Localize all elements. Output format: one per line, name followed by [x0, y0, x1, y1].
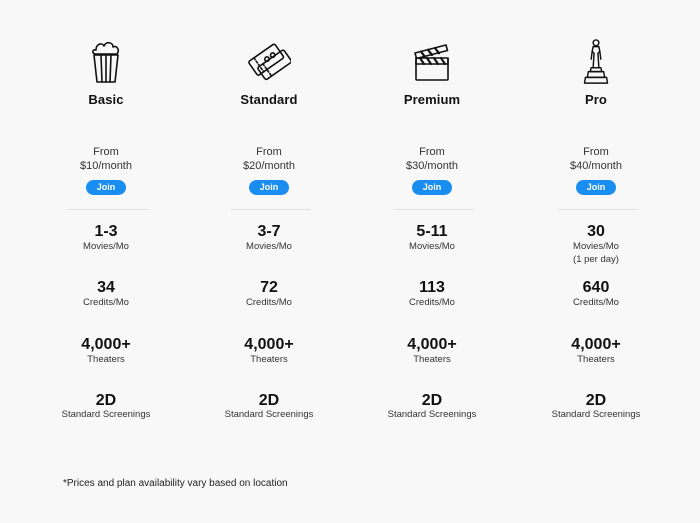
clapperboard-icon — [410, 38, 454, 86]
plan-price: $20/month — [243, 160, 295, 172]
price-prefix: From — [93, 146, 119, 158]
theaters-value: 4,000+ — [81, 336, 131, 353]
plan-name: Pro — [585, 92, 607, 107]
tickets-icon — [247, 38, 291, 86]
theaters-label: Theaters — [413, 354, 451, 365]
price-prefix: From — [256, 146, 282, 158]
join-button-basic[interactable]: Join — [86, 180, 126, 195]
plan-name: Standard — [240, 92, 298, 107]
format-value: 2D — [421, 392, 443, 409]
plan-column-standard — [199, 0, 339, 470]
format-value: 2D — [585, 392, 607, 409]
theaters-label: Theaters — [87, 354, 125, 365]
format-label: Standard Screenings — [551, 409, 641, 420]
theaters-label: Theaters — [577, 354, 615, 365]
movies-label: Movies/Mo — [573, 241, 619, 252]
format-value: 2D — [95, 392, 117, 409]
movies-value: 30 — [587, 223, 605, 240]
theaters-value: 4,000+ — [407, 336, 457, 353]
movies-value: 3-7 — [257, 223, 281, 240]
trophy-statue-icon — [574, 38, 618, 86]
popcorn-icon — [84, 38, 128, 86]
format-label: Standard Screenings — [224, 409, 314, 420]
price-prefix: From — [419, 146, 445, 158]
join-button-standard[interactable]: Join — [249, 180, 289, 195]
join-button-premium[interactable]: Join — [412, 180, 452, 195]
movies-value: 1-3 — [94, 223, 118, 240]
credits-value: 34 — [97, 279, 115, 296]
format-label: Standard Screenings — [387, 409, 477, 420]
movies-label: Movies/Mo — [246, 241, 292, 252]
footnote: *Prices and plan availability vary based on location — [63, 478, 288, 489]
divider — [394, 209, 474, 210]
credits-label: Credits/Mo — [83, 297, 129, 308]
format-value: 2D — [258, 392, 280, 409]
plan-name: Basic — [88, 92, 124, 107]
credits-value: 640 — [582, 279, 610, 296]
divider — [558, 209, 638, 210]
divider — [231, 209, 311, 210]
credits-value: 113 — [419, 279, 445, 296]
theaters-value: 4,000+ — [571, 336, 621, 353]
theaters-label: Theaters — [250, 354, 288, 365]
credits-label: Credits/Mo — [573, 297, 619, 308]
credits-label: Credits/Mo — [246, 297, 292, 308]
plan-name: Premium — [403, 92, 461, 107]
price-prefix: From — [583, 146, 609, 158]
plan-price: $40/month — [570, 160, 622, 172]
plan-price: $30/month — [406, 160, 458, 172]
format-label: Standard Screenings — [61, 409, 151, 420]
movies-label: Movies/Mo — [83, 241, 129, 252]
join-button-pro[interactable]: Join — [576, 180, 616, 195]
theaters-value: 4,000+ — [244, 336, 294, 353]
plan-price: $10/month — [80, 160, 132, 172]
movies-note: (1 per day) — [573, 254, 619, 265]
credits-label: Credits/Mo — [409, 297, 455, 308]
movies-label: Movies/Mo — [409, 241, 455, 252]
plan-column-premium — [362, 0, 502, 470]
divider — [68, 209, 148, 210]
plan-column-basic — [36, 0, 176, 470]
credits-value: 72 — [260, 279, 278, 296]
movies-value: 5-11 — [416, 223, 448, 240]
plan-column-pro — [526, 0, 666, 470]
